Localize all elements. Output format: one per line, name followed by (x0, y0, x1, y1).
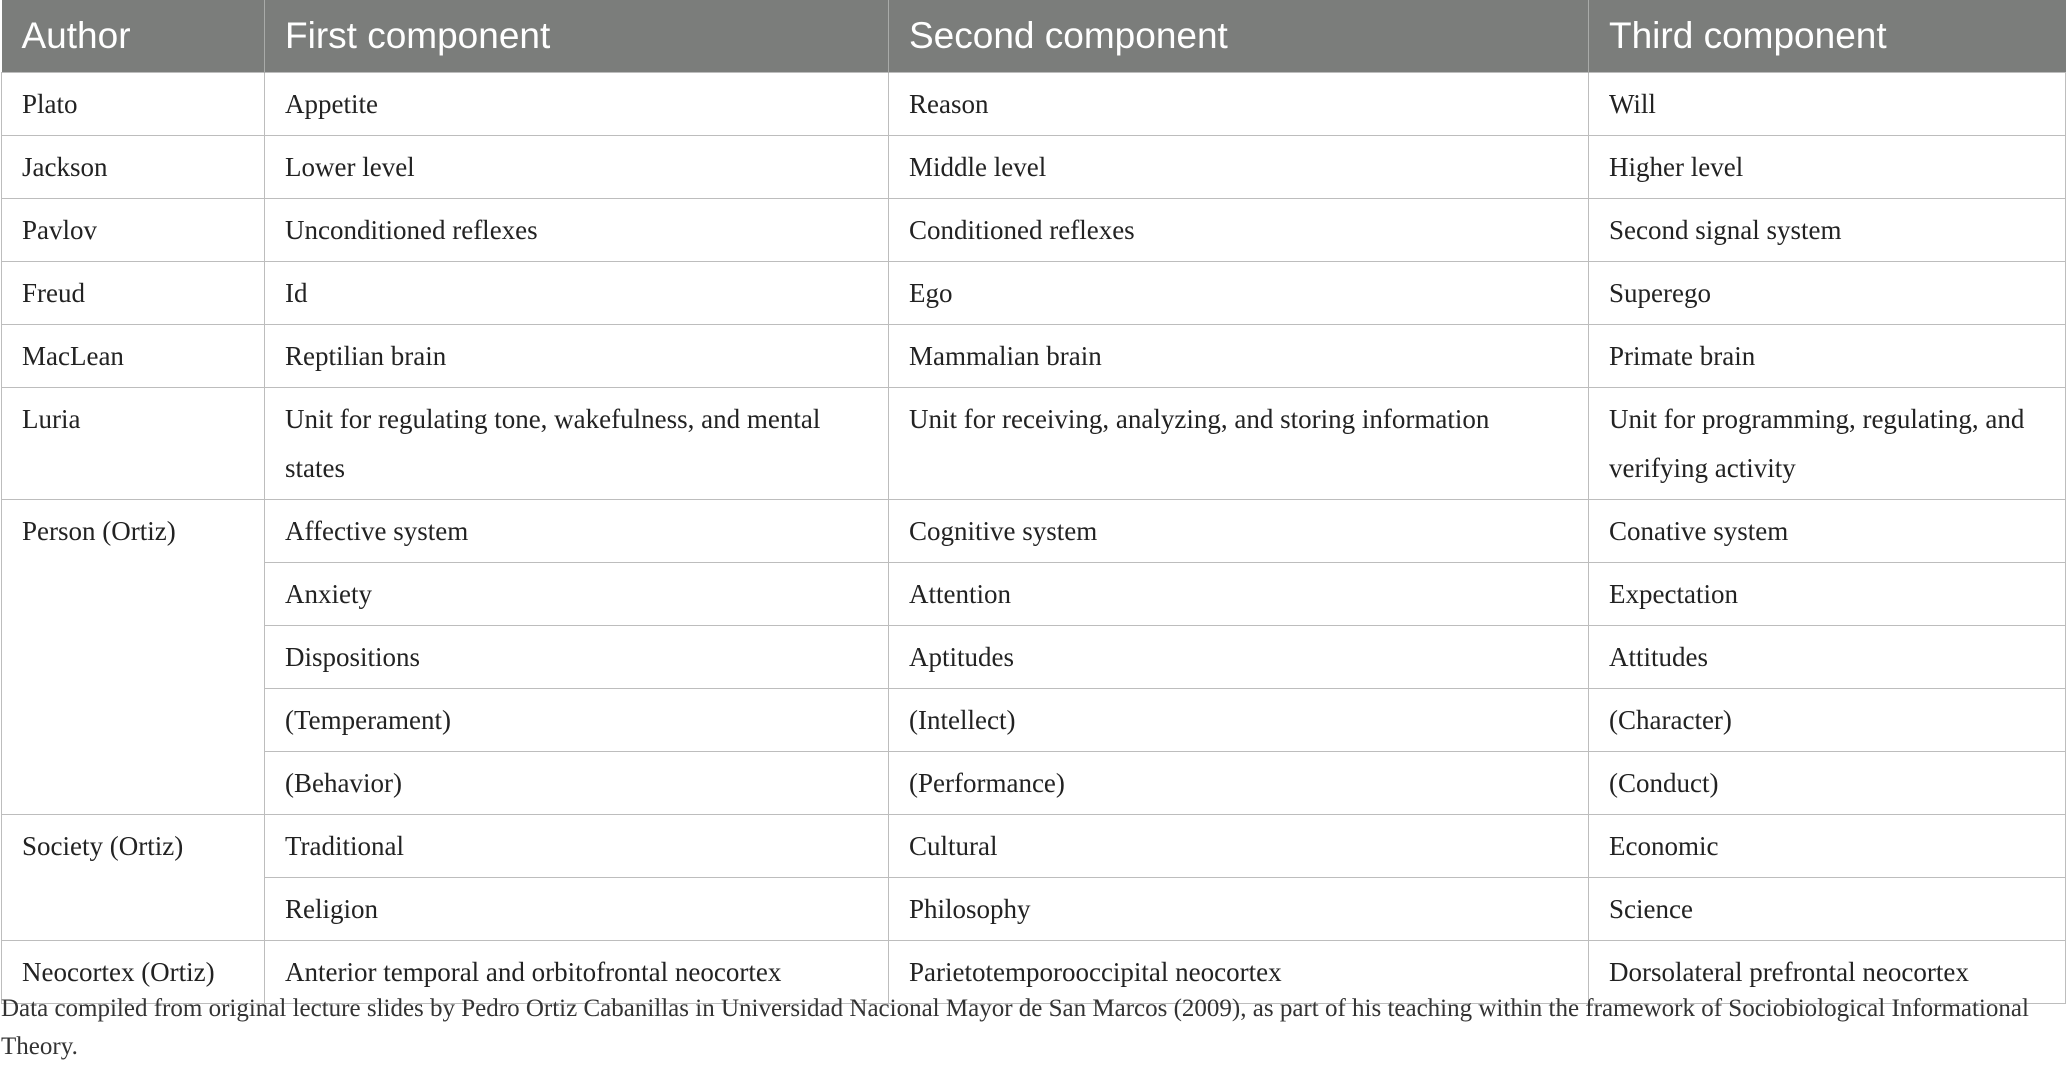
components-table (1, 0, 2066, 1004)
table-row (2, 752, 2066, 815)
table-row (2, 500, 2066, 563)
cell-third: Expectation (1589, 563, 2066, 626)
cell-third: (Character) (1589, 689, 2066, 752)
cell-first: Reptilian brain (265, 325, 889, 388)
cell-second: Cognitive system (889, 500, 1589, 563)
cell-first: Affective system (265, 500, 889, 563)
table-row (2, 199, 2066, 262)
cell-author: Luria (2, 388, 265, 500)
table-caption: Data compiled from original lecture slides by Pedro Ortiz Cabanillas in Universidad Nacional Mayor de San Marcos (2009), as part of his teaching within the framework of Sociobiological Informational Theory. (1, 995, 2029, 1060)
cell-second: Parietotemporooccipital neocortex (889, 941, 1589, 1004)
cell-second: Conditioned reflexes (889, 199, 1589, 262)
cell-author: Neocortex (Ortiz) (2, 941, 265, 1004)
cell-first: Anxiety (265, 563, 889, 626)
cell-third: Attitudes (1589, 626, 2066, 689)
cell-author: Plato (2, 73, 265, 136)
cell-second: Attention (889, 563, 1589, 626)
cell-first: (Temperament) (265, 689, 889, 752)
header-third-component: Third component (1589, 0, 2066, 73)
table-row (2, 815, 2066, 878)
cell-third: Primate brain (1589, 325, 2066, 388)
header-first-component: First component (265, 0, 889, 73)
cell-third: Dorsolateral prefrontal neocortex (1589, 941, 2066, 1004)
table-row (2, 689, 2066, 752)
cell-first: (Behavior) (265, 752, 889, 815)
cell-second: Reason (889, 73, 1589, 136)
cell-third: Will (1589, 73, 2066, 136)
cell-second: Ego (889, 262, 1589, 325)
cell-second: Philosophy (889, 878, 1589, 941)
cell-first: Anterior temporal and orbitofrontal neocortex (265, 941, 889, 1004)
cell-second: (Intellect) (889, 689, 1589, 752)
cell-author: Society (Ortiz) (2, 815, 265, 941)
cell-author: MacLean (2, 325, 265, 388)
table-row (2, 136, 2066, 199)
header-author: Author (2, 0, 265, 73)
cell-third: Conative system (1589, 500, 2066, 563)
table-row (2, 262, 2066, 325)
cell-third: Higher level (1589, 136, 2066, 199)
cell-first: Dispositions (265, 626, 889, 689)
cell-third: Science (1589, 878, 2066, 941)
cell-third: Economic (1589, 815, 2066, 878)
cell-author: Person (Ortiz) (2, 500, 265, 815)
cell-first: Traditional (265, 815, 889, 878)
cell-third: (Conduct) (1589, 752, 2066, 815)
table-row (2, 325, 2066, 388)
cell-first: Appetite (265, 73, 889, 136)
header-row (2, 0, 2066, 73)
cell-first: Religion (265, 878, 889, 941)
cell-author: Pavlov (2, 199, 265, 262)
cell-third: Second signal system (1589, 199, 2066, 262)
cell-first: Id (265, 262, 889, 325)
header-second-component: Second component (889, 0, 1589, 73)
table-row (2, 878, 2066, 941)
cell-first: Unconditioned reflexes (265, 199, 889, 262)
cell-second: Middle level (889, 136, 1589, 199)
cell-author: Jackson (2, 136, 265, 199)
cell-author: Freud (2, 262, 265, 325)
cell-second: Mammalian brain (889, 325, 1589, 388)
cell-second: (Performance) (889, 752, 1589, 815)
cell-third: Unit for programming, regulating, and verifying activity (1589, 388, 2066, 500)
table-row (2, 73, 2066, 136)
cell-second: Cultural (889, 815, 1589, 878)
table-row (2, 388, 2066, 500)
cell-first: Lower level (265, 136, 889, 199)
cell-first: Unit for regulating tone, wakefulness, and mental states (265, 388, 889, 500)
table-row (2, 563, 2066, 626)
cell-second: Aptitudes (889, 626, 1589, 689)
cell-second: Unit for receiving, analyzing, and storing information (889, 388, 1589, 500)
cell-third: Superego (1589, 262, 2066, 325)
table-row (2, 626, 2066, 689)
